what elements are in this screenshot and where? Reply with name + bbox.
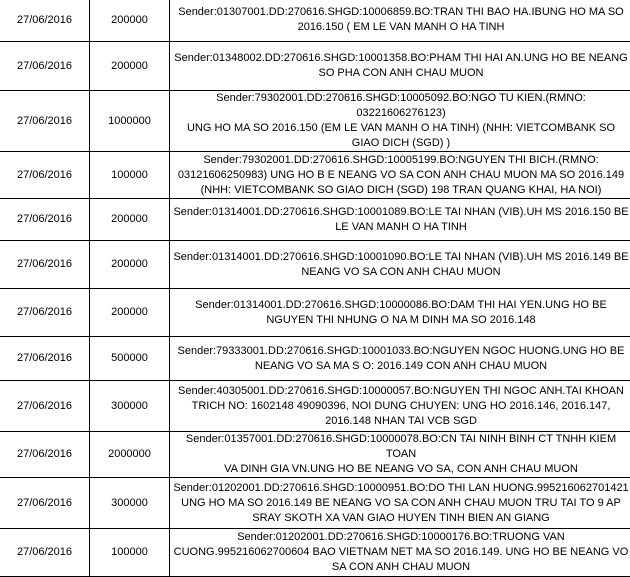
amount-cell: 500000 bbox=[90, 337, 170, 381]
description-line: 2016.150 ( EM LE VAN MANH O HA TINH bbox=[173, 20, 629, 35]
table-row bbox=[0, 91, 630, 152]
description-cell bbox=[170, 42, 630, 91]
amount-cell: 200000 bbox=[90, 0, 170, 42]
table-row bbox=[0, 0, 630, 42]
table-row bbox=[0, 381, 630, 432]
description-line: CUONG.995216062700604 BAO VIETNAM NET MA SO 2016.149. UNG HO BE NEANG VO bbox=[173, 545, 629, 560]
amount-cell: 100000 bbox=[90, 152, 170, 199]
date-cell: 27/06/2016 bbox=[0, 241, 90, 289]
table-row bbox=[0, 432, 630, 478]
table-row bbox=[0, 337, 630, 381]
date-cell: 27/06/2016 bbox=[0, 478, 90, 529]
amount-cell: 200000 bbox=[90, 42, 170, 91]
description-line: UNG HO MA SO 2016.150 (EM LE VAN MANH O HA TINH) (NHH: VIETCOMBANK SO bbox=[173, 121, 629, 136]
description-cell bbox=[170, 478, 630, 529]
description-line: (NHH: VIETCOMBANK SO GIAO DICH (SGD) 198 TRAN QUANG KHAI, HA NOI) bbox=[173, 183, 629, 198]
amount-cell: 2000000 bbox=[90, 432, 170, 478]
description-line: Sender:01314001.DD:270616.SHGD:10001090.BO:LE TAI NHAN (VIB).UH MS 2016.149 BE bbox=[173, 250, 629, 265]
description-cell bbox=[170, 152, 630, 199]
date-cell: 27/06/2016 bbox=[0, 337, 90, 381]
description-line: 2016.148 NHAN TAI VCB SGD bbox=[173, 414, 629, 429]
description-line: VA DINH GIA VN.UNG HO BE NEANG VO SA, CON ANH CHAU MUON bbox=[173, 462, 629, 477]
table-row bbox=[0, 241, 630, 289]
description-line: Sender:40305001.DD:270616.SHGD:10000057.BO:NGUYEN THI NGOC ANH.TAI KHOAN bbox=[173, 384, 629, 399]
date-cell: 27/06/2016 bbox=[0, 152, 90, 199]
description-line: Sender:79333001.DD:270616.SHGD:10001033.BO:NGUYEN NGOC HUONG.UNG HO BE bbox=[173, 344, 629, 359]
amount-cell: 200000 bbox=[90, 241, 170, 289]
table-row bbox=[0, 289, 630, 337]
description-cell bbox=[170, 91, 630, 152]
amount-cell: 200000 bbox=[90, 289, 170, 337]
table-row bbox=[0, 199, 630, 241]
description-line: Sender:79302001.DD:270616.SHGD:10005199.BO:NGUYEN THI BICH.(RMNO: bbox=[173, 153, 629, 168]
description-cell bbox=[170, 381, 630, 432]
description-line: NEANG VO SA MA S O: 2016.149 CON ANH CHAU MUON bbox=[173, 359, 629, 374]
amount-cell: 1000000 bbox=[90, 91, 170, 152]
description-line: GIAO DICH (SGD) ) bbox=[173, 136, 629, 151]
description-cell bbox=[170, 529, 630, 577]
date-cell: 27/06/2016 bbox=[0, 529, 90, 577]
description-line: 03121606250983) UNG HO B E NEANG VO SA CON ANH CHAU MUON MA SO 2016.149 bbox=[173, 168, 629, 183]
amount-cell: 100000 bbox=[90, 529, 170, 577]
amount-cell: 300000 bbox=[90, 381, 170, 432]
description-cell bbox=[170, 0, 630, 42]
description-cell bbox=[170, 432, 630, 478]
description-cell bbox=[170, 199, 630, 241]
description-line: Sender:01314001.DD:270616.SHGD:10000086.BO:DAM THI HAI YEN.UNG HO BE bbox=[173, 298, 629, 313]
description-line: SRAY SKOTH XA VAN GIAO HUYEN TINH BIEN AN GIANG bbox=[173, 511, 629, 526]
date-cell: 27/06/2016 bbox=[0, 199, 90, 241]
description-line: NEANG VO SA CON ANH CHAU MUON bbox=[173, 265, 629, 280]
description-line: Sender:01314001.DD:270616.SHGD:10001089.BO:LE TAI NHAN (VIB).UH MS 2016.150 BE bbox=[173, 205, 629, 220]
date-cell: 27/06/2016 bbox=[0, 42, 90, 91]
date-cell: 27/06/2016 bbox=[0, 91, 90, 152]
description-line: Sender:01202001.DD:270616.SHGD:10000176.BO:TRUONG VAN bbox=[173, 530, 629, 545]
description-line: NGUYEN THI NHUNG O NA M DINH MA SO 2016.148 bbox=[173, 313, 629, 328]
description-cell bbox=[170, 289, 630, 337]
table-row bbox=[0, 529, 630, 577]
date-cell: 27/06/2016 bbox=[0, 0, 90, 42]
description-line: SO PHA CON ANH CHAU MUON bbox=[173, 66, 629, 81]
description-line: Sender:01348002.DD:270616.SHGD:10001358.BO:PHAM THI HAI AN.UNG HO BE NEANG bbox=[173, 51, 629, 66]
date-cell: 27/06/2016 bbox=[0, 432, 90, 478]
table-row bbox=[0, 42, 630, 91]
amount-cell: 200000 bbox=[90, 199, 170, 241]
description-cell bbox=[170, 337, 630, 381]
description-line: Sender:01357001.DD:270616.SHGD:10000078.BO:CN TAI NINH BINH CT TNHH KIEM TOAN bbox=[173, 432, 629, 462]
amount-cell: 300000 bbox=[90, 478, 170, 529]
date-cell: 27/06/2016 bbox=[0, 381, 90, 432]
description-line: Sender:79302001.DD:270616.SHGD:10005092.BO:NGO TU KIEN.(RMNO: 03221606276123) bbox=[173, 91, 629, 121]
description-cell bbox=[170, 241, 630, 289]
table-row bbox=[0, 478, 630, 529]
table-row bbox=[0, 152, 630, 199]
description-line: LE VAN MANH O HA TINH bbox=[173, 220, 629, 235]
description-line: UNG HO MA SO 2016.149 BE NEANG VO SA CON ANH CHAU MUON TRU TAI TO 9 AP bbox=[173, 496, 629, 511]
description-line: TRICH NO: 1602148 49090396, NOI DUNG CHUYEN: UNG HO 2016.146, 2016.147, bbox=[173, 399, 629, 414]
description-line: SA CON ANH CHAU MUON bbox=[173, 560, 629, 575]
description-line: Sender:01307001.DD:270616.SHGD:10006859.BO:TRAN THI BAO HA.IBUNG HO MA SO bbox=[173, 5, 629, 20]
description-line: Sender:01202001.DD:270616.SHGD:10000951.BO:DO THI LAN HUONG.995216062701421 bbox=[173, 481, 629, 496]
date-cell: 27/06/2016 bbox=[0, 289, 90, 337]
